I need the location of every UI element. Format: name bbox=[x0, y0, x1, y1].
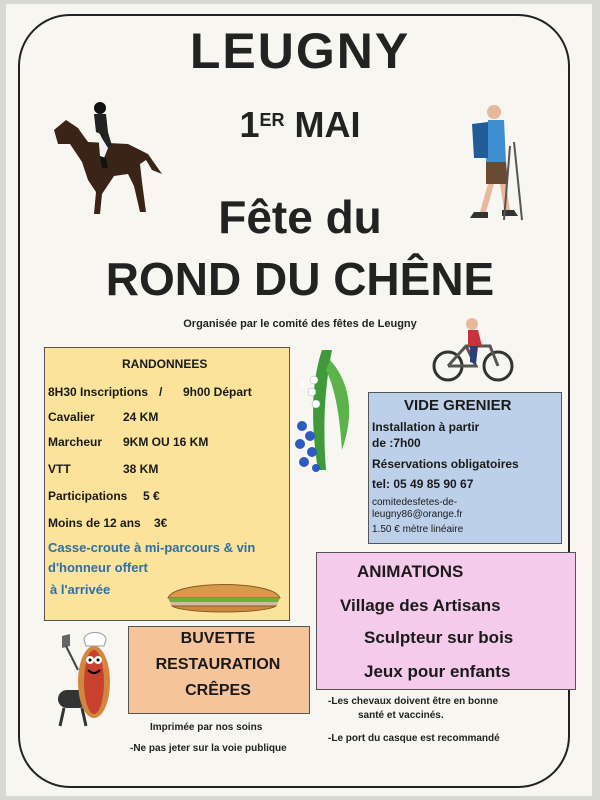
rando-value-cavalier: 24 KM bbox=[123, 410, 159, 424]
animations-heading: ANIMATIONS bbox=[357, 562, 464, 581]
rando-label-cavalier: Cavalier bbox=[48, 410, 95, 424]
horse-rider-icon bbox=[48, 98, 166, 218]
rando-value-under12: 3€ bbox=[154, 516, 168, 530]
horses-note-line2: santé et vaccinés. bbox=[358, 710, 444, 721]
rando-label-vtt: VTT bbox=[48, 462, 71, 476]
phone-number: tel: 05 49 85 90 67 bbox=[372, 477, 474, 491]
casse-croute-line1: Casse-croute à mi-parcours & vin bbox=[48, 540, 256, 555]
date-number: 1 bbox=[239, 104, 260, 145]
animation-item: Village des Artisans bbox=[340, 596, 501, 615]
buvette-line3: CRÊPES bbox=[185, 682, 251, 699]
price-per-meter: 1.50 € mètre linéaire bbox=[372, 524, 464, 535]
reservations-line: Réservations obligatoires bbox=[372, 457, 519, 471]
animation-item: Sculpteur sur bois bbox=[364, 628, 514, 647]
lily-of-the-valley-icon bbox=[292, 340, 364, 482]
hotdog-mascot-icon bbox=[48, 630, 124, 730]
rando-value-marcheur: 9KM OU 16 KM bbox=[123, 435, 209, 449]
date-month: MAI bbox=[294, 104, 361, 145]
no-litter-note: -Ne pas jeter sur la voie publique bbox=[130, 743, 287, 754]
town-title: LEUGNY bbox=[189, 23, 411, 79]
vide-grenier-heading: VIDE GRENIER bbox=[404, 397, 512, 414]
email-line2: leugny86@orange.fr bbox=[372, 509, 463, 520]
casse-croute-line3: à l'arrivée bbox=[50, 582, 111, 597]
installation-line2: de :7h00 bbox=[372, 436, 421, 450]
cyclist-icon bbox=[430, 316, 518, 384]
event-title-line1: Fête du bbox=[218, 191, 382, 243]
randonnees-heading: RANDONNEES bbox=[122, 357, 208, 371]
organizer-line: Organisée par le comité des fêtes de Leugny bbox=[183, 318, 417, 330]
rando-value-participations: 5 € bbox=[143, 489, 160, 503]
rando-value-vtt: 38 KM bbox=[123, 462, 159, 476]
depart-time: 9h00 Départ bbox=[183, 385, 252, 399]
buvette-line2: RESTAURATION bbox=[155, 656, 281, 673]
time-separator: / bbox=[159, 385, 163, 399]
buvette-line1: BUVETTE bbox=[180, 630, 256, 647]
installation-line1: Installation à partir bbox=[372, 420, 480, 434]
printed-note: Imprimée par nos soins bbox=[150, 722, 263, 733]
date-suffix: ER bbox=[259, 110, 285, 130]
rando-label-under12: Moins de 12 ans bbox=[48, 516, 141, 530]
event-title-line2: ROND DU CHÊNE bbox=[105, 253, 495, 305]
horses-note-line1: -Les chevaux doivent être en bonne bbox=[328, 696, 499, 707]
email-line1: comitedesfetes-de- bbox=[372, 497, 458, 508]
helmet-note: -Le port du casque est recommandé bbox=[328, 733, 500, 744]
hiker-icon bbox=[452, 102, 532, 226]
inscriptions-time: 8H30 Inscriptions bbox=[48, 385, 149, 399]
sandwich-icon bbox=[164, 576, 284, 616]
animation-item: Jeux pour enfants bbox=[364, 662, 511, 681]
rando-label-participations: Participations bbox=[48, 489, 128, 503]
casse-croute-line2: d'honneur offert bbox=[48, 560, 148, 575]
rando-label-marcheur: Marcheur bbox=[48, 435, 103, 449]
